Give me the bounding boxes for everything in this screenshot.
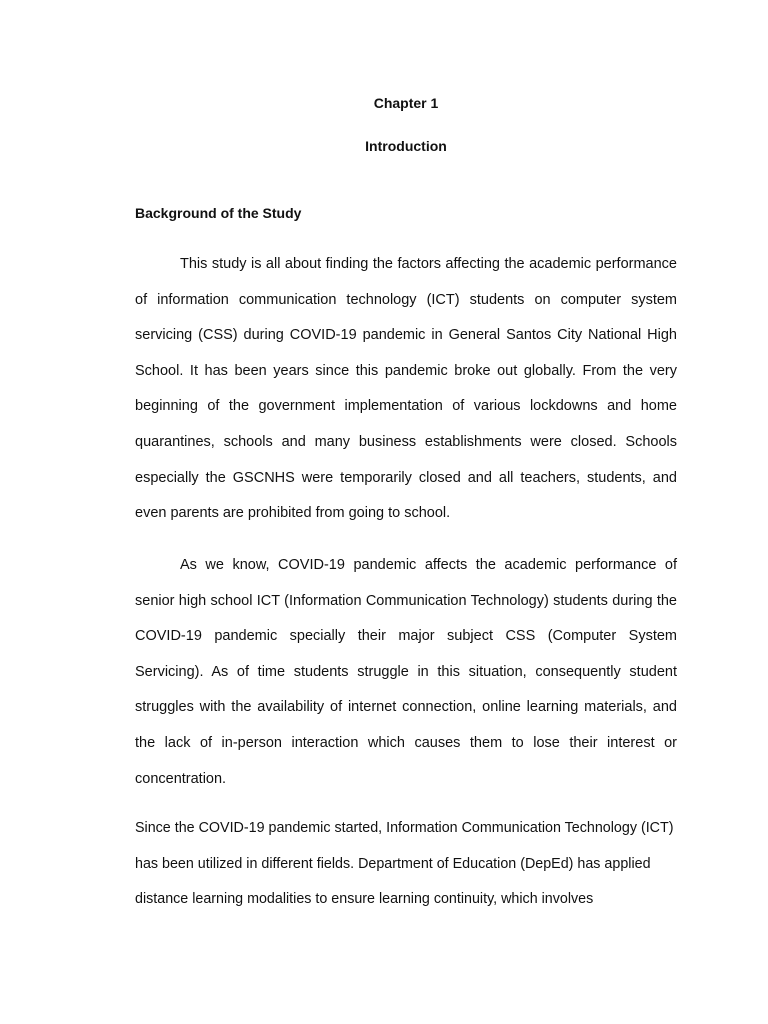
paragraph-2: As we know, COVID-19 pandemic affects the academic performance of senior high school ICT (Information Communication Technology) students during the COVID-19 pandemic specially their major subject CSS (Computer System Servicing). As of time students struggle in this situation, consequently student struggles with the availability of internet connection, online learning materials, and the lack of in-person interaction which causes them to lose their interest or concentration. — [135, 557, 677, 787]
section-heading: Background of the Study — [135, 205, 302, 221]
chapter-label: Chapter 1 — [373, 95, 439, 111]
paragraph-1: This study is all about finding the factors affecting the academic performance of information communication technology (ICT) students on computer system servicing (CSS) during COVID-19 pandemic in General Santos City National High School. It has been years since this pandemic broke out globally. From the very beginning of the government implementation of various lockdowns and home quarantines, schools and many business establishments were closed. Schools especially the GSCNHS were temporarily closed and all teachers, students, and even parents are prohibited from going to school. — [135, 256, 677, 522]
chapter-title: Introduction — [365, 138, 447, 154]
paragraph-3: Since the COVID-19 pandemic started, Information Communication Technology (ICT) has been utilized in different fields. Department of Education (DepEd) has applied distance learning modalities to ensure learning continuity, which involves — [135, 820, 674, 907]
